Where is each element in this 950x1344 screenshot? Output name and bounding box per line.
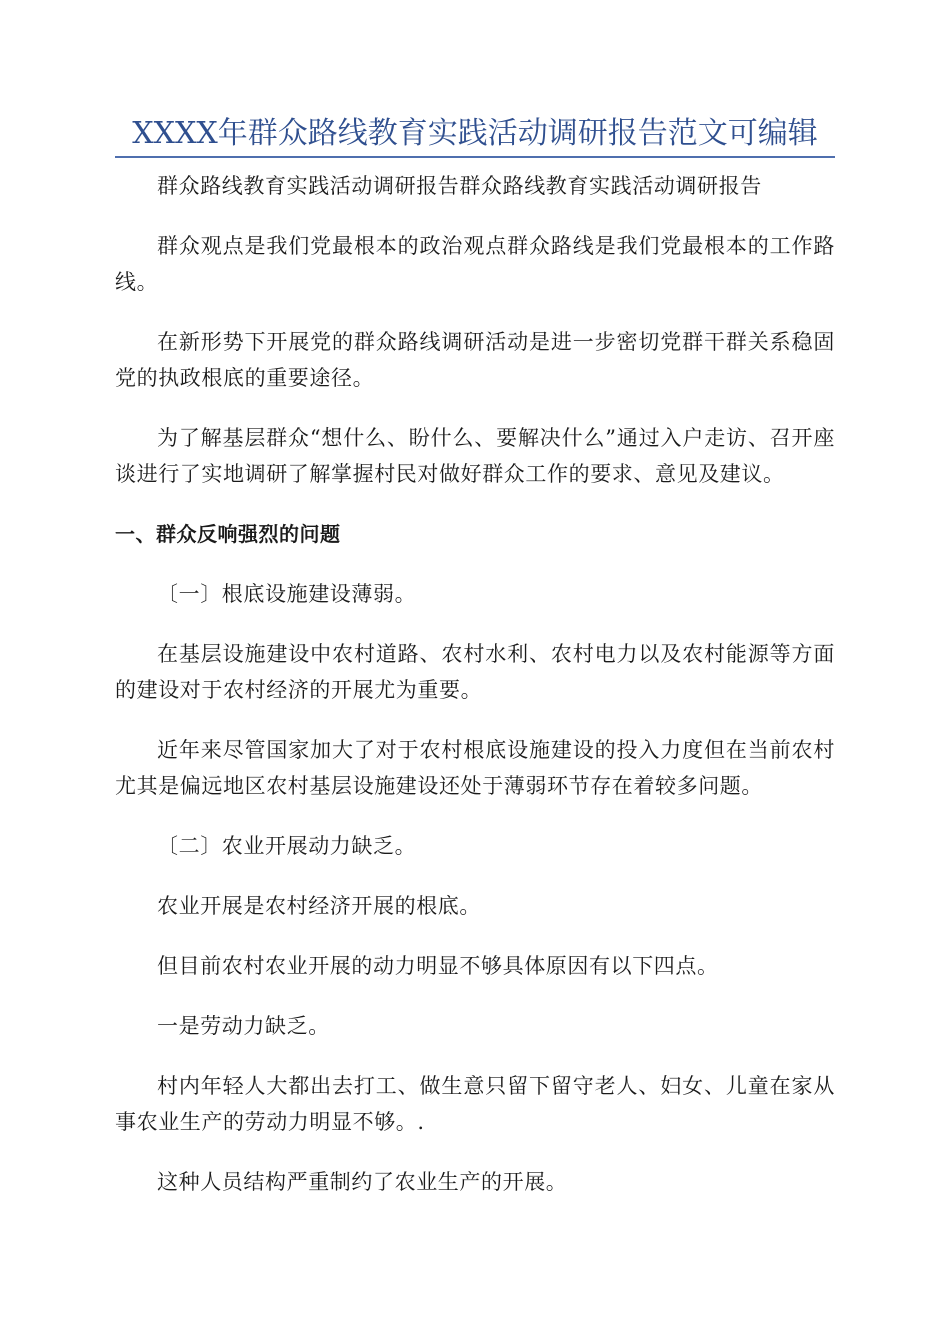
page-title: XXXX年群众路线教育实践活动调研报告范文可编辑 bbox=[132, 116, 818, 151]
paragraph: 在基层设施建设中农村道路、农村水利、农村电力以及农村能源等方面的建设对于农村经济的开展尤为重要。 bbox=[115, 642, 835, 702]
document-body bbox=[115, 168, 835, 1224]
paragraph: 但目前农村农业开展的动力明显不够具体原因有以下四点。 bbox=[157, 954, 719, 978]
paragraph: 为了解基层群众“想什么、盼什么、要解决什么”通过入户走访、召开座谈进行了实地调研了解掌握村民对做好群众工作的要求、意见及建议。 bbox=[115, 426, 835, 486]
subsection-title: 〔二〕农业开展动力缺乏。 bbox=[157, 834, 417, 858]
title-block bbox=[115, 112, 835, 158]
paragraph: 群众观点是我们党最根本的政治观点群众路线是我们党最根本的工作路线。 bbox=[115, 234, 835, 294]
paragraph: 村内年轻人大都出去打工、做生意只留下留守老人、妇女、儿童在家从事农业生产的劳动力明显不够。. bbox=[115, 1074, 835, 1134]
paragraph: 群众路线教育实践活动调研报告群众路线教育实践活动调研报告 bbox=[157, 174, 762, 198]
paragraph: 农业开展是农村经济开展的根底。 bbox=[157, 894, 481, 918]
section-heading: 一、群众反响强烈的问题 bbox=[115, 522, 341, 546]
paragraph: 这种人员结构严重制约了农业生产的开展。 bbox=[157, 1170, 568, 1194]
paragraph: 近年来尽管国家加大了对于农村根底设施建设的投入力度但在当前农村尤其是偏远地区农村基层设施建设还处于薄弱环节存在着较多问题。 bbox=[115, 738, 835, 798]
paragraph: 一是劳动力缺乏。 bbox=[157, 1014, 330, 1038]
paragraph: 在新形势下开展党的群众路线调研活动是进一步密切党群干群关系稳固党的执政根底的重要途径。 bbox=[115, 330, 835, 390]
subsection-title: 〔一〕根底设施建设薄弱。 bbox=[157, 582, 417, 606]
